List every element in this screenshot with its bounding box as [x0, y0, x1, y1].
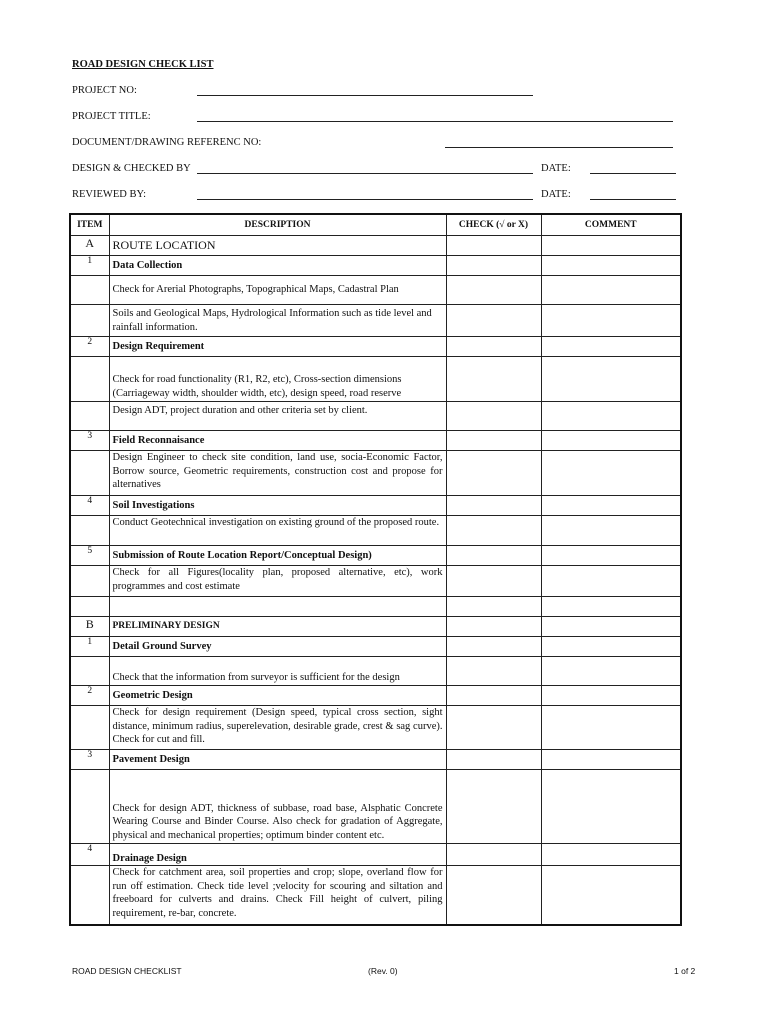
item-description: Check that the information from surveyor is sufficient for the design: [109, 657, 446, 686]
item-description: Check for design ADT, thickness of subbase, road base, Alsphatic Concrete Wearing Course and Binder Course. Also check for gradation of Aggregate, physical and mechanical properties; optimum binder content etc.: [109, 770, 446, 844]
table-row: [70, 496, 681, 516]
comment-cell[interactable]: [541, 402, 681, 431]
table-row: [70, 357, 681, 402]
table-row: [70, 657, 681, 686]
col-header-comment: COMMENT: [541, 214, 681, 236]
check-cell[interactable]: [446, 431, 541, 451]
project-no-label: PROJECT NO:: [72, 85, 137, 96]
check-cell[interactable]: [446, 637, 541, 657]
comment-cell[interactable]: [541, 844, 681, 866]
item-number: 2: [70, 686, 109, 706]
comment-cell[interactable]: [541, 617, 681, 637]
footer-doc-name: ROAD DESIGN CHECKLIST: [72, 966, 182, 976]
item-number-empty: [70, 597, 109, 617]
item-number: 1: [70, 637, 109, 657]
check-cell[interactable]: [446, 706, 541, 750]
check-cell[interactable]: [446, 357, 541, 402]
date-label-2: DATE:: [541, 189, 571, 200]
comment-cell[interactable]: [541, 236, 681, 256]
table-row: [70, 256, 681, 276]
date-field-1[interactable]: [590, 173, 676, 174]
section-row: [70, 236, 681, 256]
item-number-empty: [70, 866, 109, 925]
item-title: Submission of Route Location Report/Conceptual Design): [109, 546, 446, 566]
item-description: Check for design requirement (Design speed, typical cross section, sight distance, minimum radius, superelevation, desirable grade, crest & sag curve). Check for cut and fill.: [109, 706, 446, 750]
item-description: Design Engineer to check site condition, land use, socia-Economic Factor, Borrow source, Geometric requirements, construction cost and propose for alternatives: [109, 451, 446, 496]
designed-by-label: DESIGN & CHECKED BY: [72, 163, 191, 174]
item-number-empty: [70, 706, 109, 750]
item-description: Check for all Figures(locality plan, proposed alternative, etc), work programmes and cost estimate: [109, 566, 446, 597]
check-cell[interactable]: [446, 402, 541, 431]
table-row: [70, 276, 681, 305]
check-cell[interactable]: [446, 236, 541, 256]
comment-cell[interactable]: [541, 686, 681, 706]
item-number: 2: [70, 337, 109, 357]
comment-cell[interactable]: [541, 276, 681, 305]
section-id: A: [70, 236, 109, 256]
table-header-row: [70, 214, 681, 236]
table-row: [70, 451, 681, 496]
comment-cell[interactable]: [541, 770, 681, 844]
document-title: ROAD DESIGN CHECK LIST: [72, 59, 214, 70]
col-header-check: CHECK (√ or X): [446, 214, 541, 236]
date-field-2[interactable]: [590, 199, 676, 200]
item-title: Data Collection: [109, 256, 446, 276]
item-number: 3: [70, 431, 109, 451]
doc-ref-label: DOCUMENT/DRAWING REFERENC NO:: [72, 137, 262, 148]
check-cell[interactable]: [446, 546, 541, 566]
item-description: Check for road functionality (R1, R2, etc), Cross-section dimensions (Carriageway width, shoulder width, etc), design speed, road reserve: [109, 357, 446, 402]
section-title: ROUTE LOCATION: [109, 236, 446, 256]
item-number-empty: [70, 516, 109, 546]
item-title: Drainage Design: [109, 844, 446, 866]
designed-by-field[interactable]: [197, 173, 533, 174]
check-cell[interactable]: [446, 496, 541, 516]
comment-cell[interactable]: [541, 431, 681, 451]
item-title: Geometric Design: [109, 686, 446, 706]
item-number: 1: [70, 256, 109, 276]
item-title: Soil Investigations: [109, 496, 446, 516]
item-title: Design Requirement: [109, 337, 446, 357]
check-cell[interactable]: [446, 276, 541, 305]
project-title-label: PROJECT TITLE:: [72, 111, 151, 122]
comment-cell[interactable]: [541, 597, 681, 617]
table-row: [70, 402, 681, 431]
col-header-item: ITEM: [70, 214, 109, 236]
item-number-empty: [70, 566, 109, 597]
comment-cell[interactable]: [541, 546, 681, 566]
footer-page-number: 1 of 2: [674, 966, 696, 976]
item-number: 4: [70, 496, 109, 516]
comment-cell[interactable]: [541, 305, 681, 337]
project-no-field[interactable]: [197, 95, 533, 96]
item-number-empty: [70, 451, 109, 496]
table-row: [70, 686, 681, 706]
item-number-empty: [70, 276, 109, 305]
item-title: Field Reconnaisance: [109, 431, 446, 451]
item-description-empty[interactable]: [109, 597, 446, 617]
item-description: Design ADT, project duration and other criteria set by client.: [109, 402, 446, 431]
check-cell[interactable]: [446, 337, 541, 357]
check-cell[interactable]: [446, 305, 541, 337]
item-number-empty: [70, 402, 109, 431]
item-description: Check for catchment area, soil properties and crop; slope, overland flow for run off estimation. Check tide level ;velocity for scouring and siltation and freeboard for culverts and drains. Check Fill height of culvert, piling requirement, re-bar, concrete.: [109, 866, 446, 925]
item-title: Pavement Design: [109, 750, 446, 770]
item-description: Conduct Geotechnical investigation on existing ground of the proposed route.: [109, 516, 446, 546]
table-row: [70, 844, 681, 866]
check-cell[interactable]: [446, 844, 541, 866]
item-number: 5: [70, 546, 109, 566]
table-row: [70, 706, 681, 750]
reviewed-by-field[interactable]: [197, 199, 533, 200]
item-number-empty: [70, 305, 109, 337]
check-cell[interactable]: [446, 516, 541, 546]
footer-revision: (Rev. 0): [368, 966, 398, 976]
col-header-description: DESCRIPTION: [109, 214, 446, 236]
table-row: [70, 566, 681, 597]
table-row: [70, 750, 681, 770]
date-label-1: DATE:: [541, 163, 571, 174]
item-number: 4: [70, 844, 109, 866]
reviewed-by-label: REVIEWED BY:: [72, 189, 146, 200]
check-cell[interactable]: [446, 566, 541, 597]
comment-cell[interactable]: [541, 706, 681, 750]
table-row: [70, 637, 681, 657]
check-cell[interactable]: [446, 750, 541, 770]
table-row: [70, 516, 681, 546]
table-row: [70, 866, 681, 925]
doc-ref-field[interactable]: [445, 147, 673, 148]
checklist-table: [69, 213, 682, 926]
item-number-empty: [70, 770, 109, 844]
section-row: [70, 617, 681, 637]
check-cell[interactable]: [446, 451, 541, 496]
item-title: Detail Ground Survey: [109, 637, 446, 657]
comment-cell[interactable]: [541, 357, 681, 402]
section-title: PRELIMINARY DESIGN: [109, 617, 446, 637]
table-row: [70, 546, 681, 566]
check-cell[interactable]: [446, 686, 541, 706]
comment-cell[interactable]: [541, 516, 681, 546]
comment-cell[interactable]: [541, 866, 681, 925]
comment-cell[interactable]: [541, 637, 681, 657]
comment-cell[interactable]: [541, 657, 681, 686]
check-cell[interactable]: [446, 866, 541, 925]
item-description: Soils and Geological Maps, Hydrological Information such as tide level and rainfall information.: [109, 305, 446, 337]
item-number-empty: [70, 657, 109, 686]
table-row: [70, 770, 681, 844]
comment-cell[interactable]: [541, 337, 681, 357]
comment-cell[interactable]: [541, 451, 681, 496]
check-cell[interactable]: [446, 617, 541, 637]
table-row-blank: [70, 597, 681, 617]
check-cell[interactable]: [446, 770, 541, 844]
comment-cell[interactable]: [541, 566, 681, 597]
table-row: [70, 337, 681, 357]
table-row: [70, 305, 681, 337]
project-title-field[interactable]: [197, 121, 673, 122]
comment-cell[interactable]: [541, 256, 681, 276]
item-description: Check for Arerial Photographs, Topographical Maps, Cadastral Plan: [109, 276, 446, 305]
comment-cell[interactable]: [541, 750, 681, 770]
item-number-empty: [70, 357, 109, 402]
item-number: 3: [70, 750, 109, 770]
section-id: B: [70, 617, 109, 637]
comment-cell[interactable]: [541, 496, 681, 516]
table-row: [70, 431, 681, 451]
check-cell[interactable]: [446, 256, 541, 276]
check-cell[interactable]: [446, 597, 541, 617]
check-cell[interactable]: [446, 657, 541, 686]
